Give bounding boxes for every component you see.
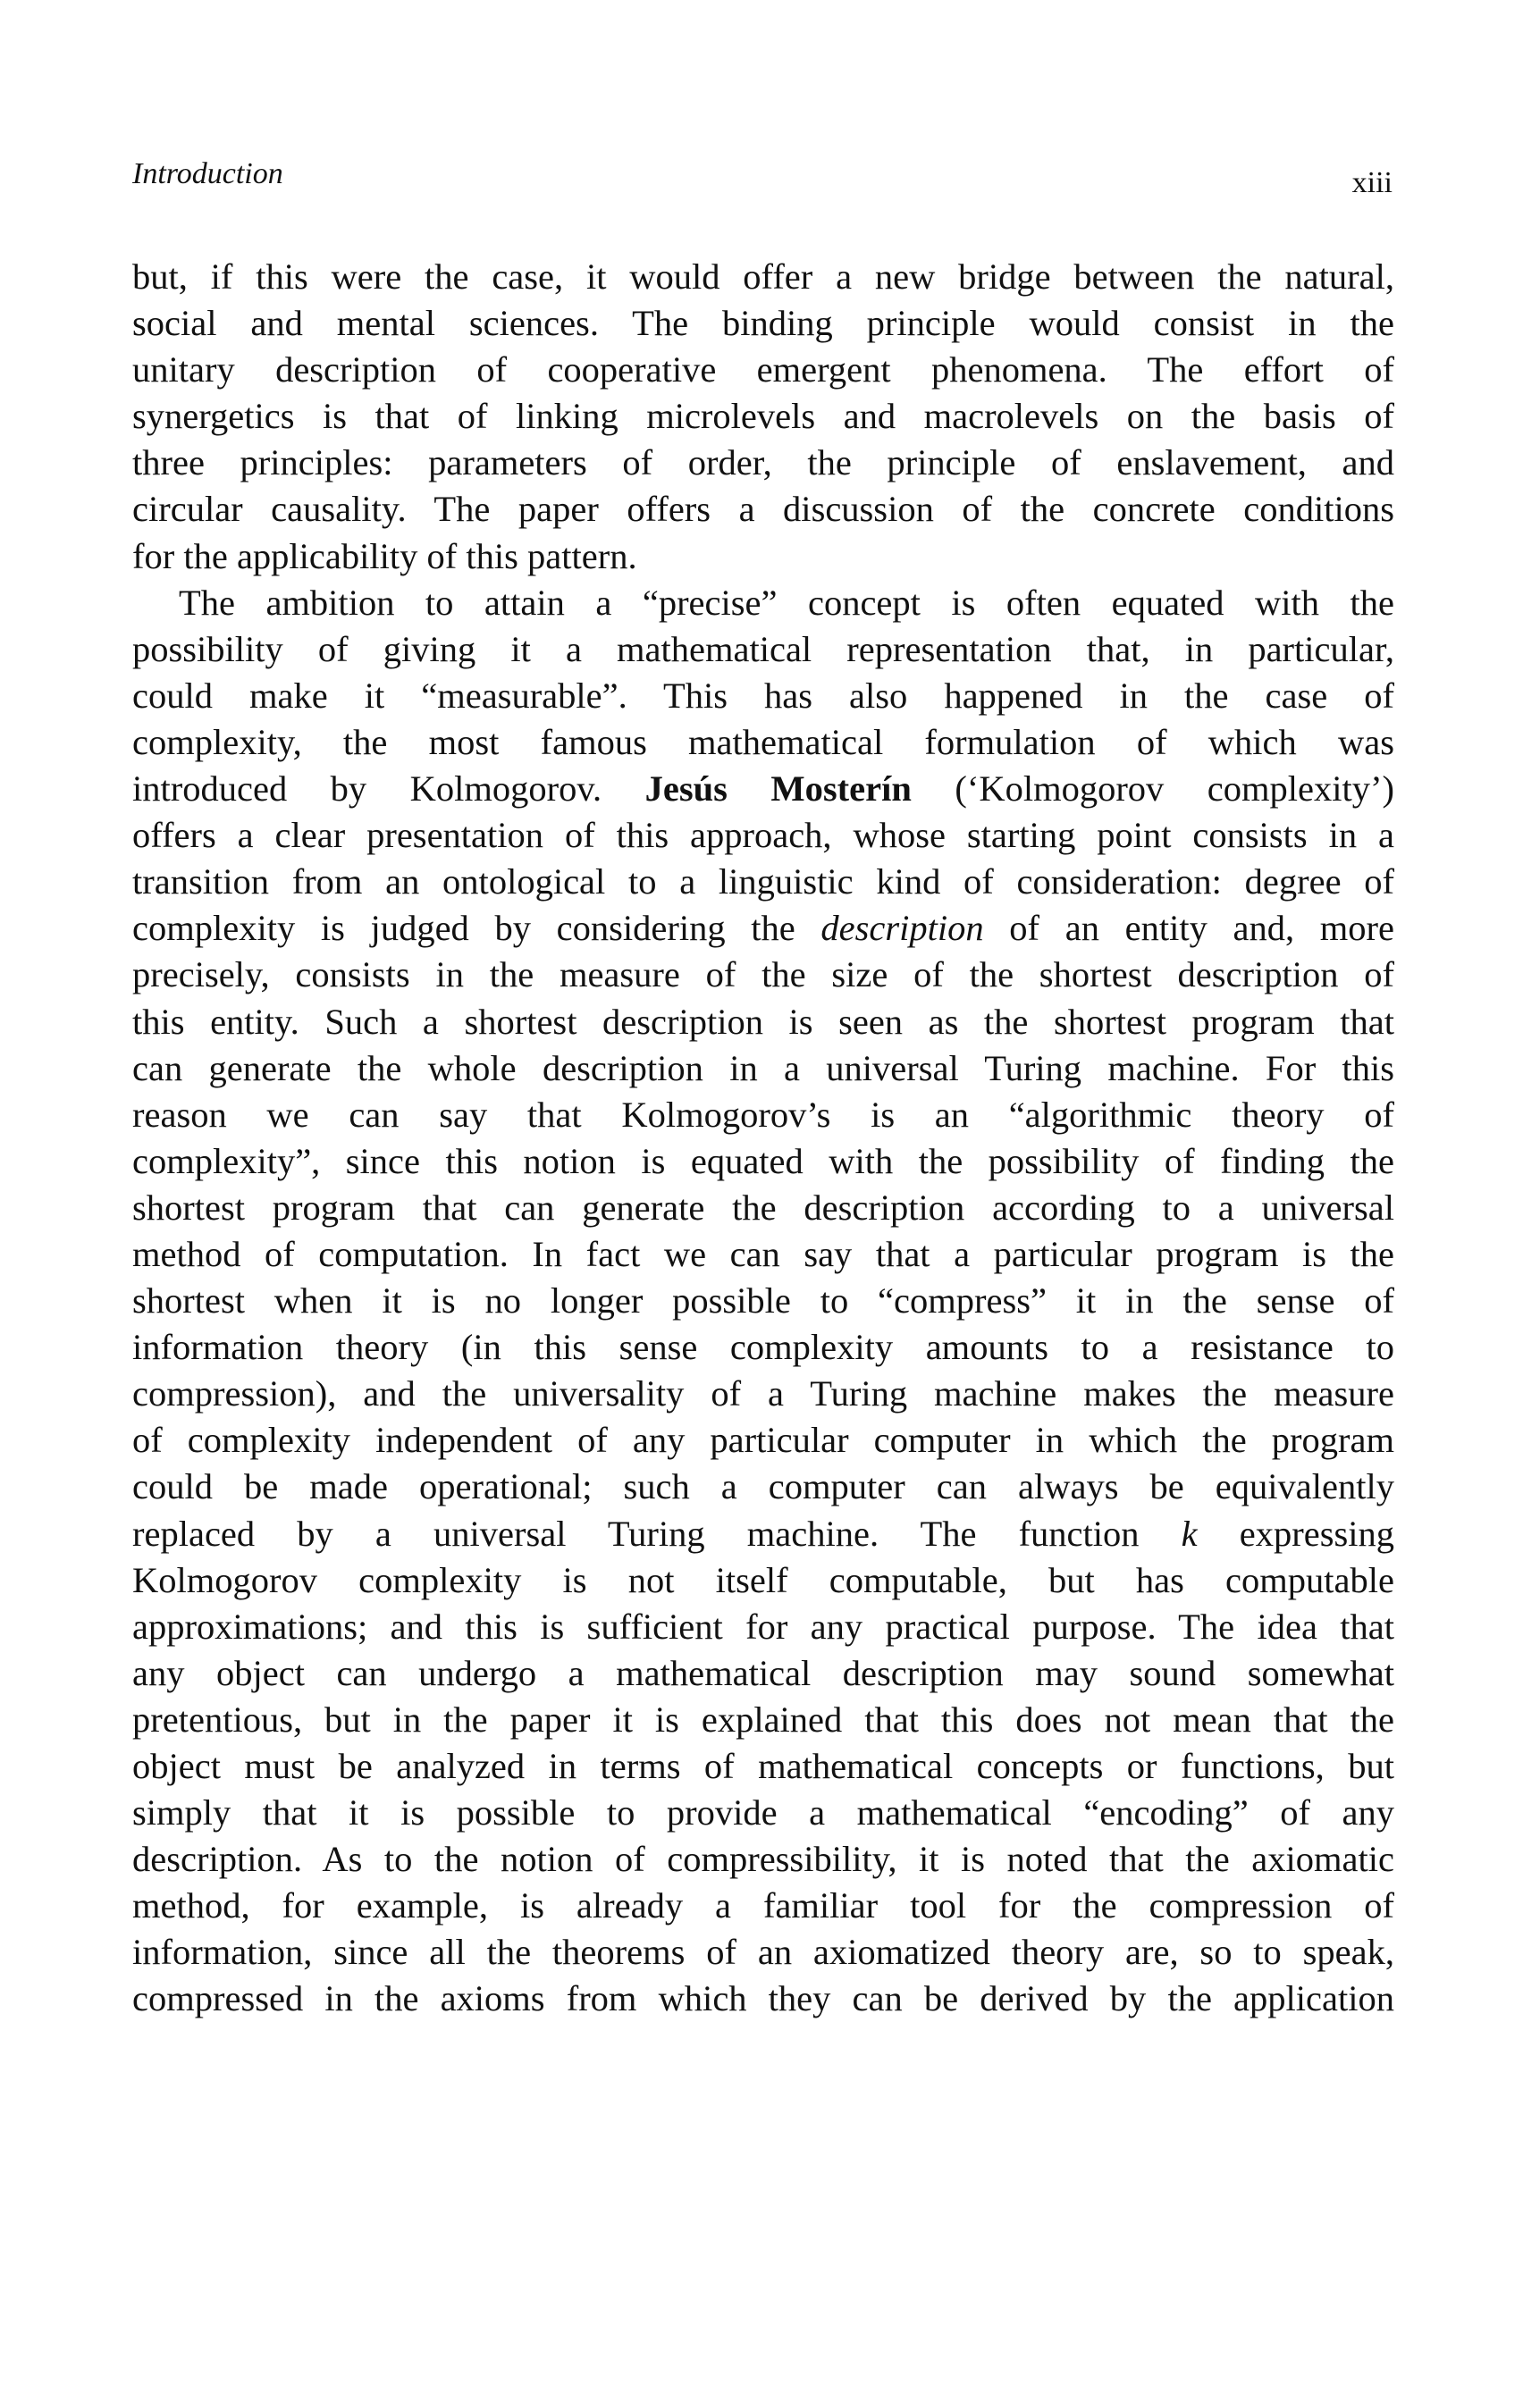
text-segment: object must be analyzed in terms of mathematical concepts or functions, but [132,1746,1394,1786]
text-segment: possibility of giving it a mathematical representation that, in particular, [132,628,1394,669]
text-segment: shortest when it is no longer possible to “compress” it in the sense of [132,1280,1394,1321]
text-line [132,1976,1394,2022]
text-segment: could be made operational; such a computer can always be equivalently [132,1466,1394,1507]
text-line [132,812,1394,859]
text-line [132,1743,1394,1790]
text-segment: Kolmogorov complexity is not itself computable, but has computable [132,1559,1394,1600]
text-line [132,393,1394,440]
text-line [132,254,1394,300]
text-line [132,1697,1394,1743]
text-segment: complexity”, since this notion is equated with the possibility of finding the [132,1140,1394,1181]
text-segment: complexity, the most famous mathematical formulation of which was [132,721,1394,762]
text-line [132,1557,1394,1604]
text-segment: transition from an ontological to a linguistic kind of consideration: degree of [132,861,1394,902]
text-segment: shortest program that can generate the description according to a universal [132,1187,1394,1228]
text-segment: complexity is judged by considering the [132,908,821,949]
text-line [132,347,1394,393]
text-segment: compression), and the universality of a Turing machine makes the measure [132,1373,1394,1414]
text-segment: pretentious, but in the paper it is explained that this does not mean that the [132,1699,1394,1740]
text-segment: information theory (in this sense complexity amounts to a resistance to [132,1327,1394,1368]
text-segment: unitary description of cooperative emergent phenomena. The effort of [132,349,1394,390]
text-segment: could make it “measurable”. This has also happened in the case of [132,675,1394,716]
text-segment: of complexity independent of any particular computer in which the program [132,1420,1394,1461]
text-line [132,673,1394,719]
text-segment: of an entity and, more [983,908,1394,949]
text-line [132,1836,1394,1883]
text-line [132,1883,1394,1929]
text-segment: (‘Kolmogorov complexity’) [911,768,1394,810]
body-text [132,254,1394,2023]
text-segment: social and mental sciences. The binding principle would consist in the [132,303,1394,344]
text-segment: reason we can say that Kolmogorov’s is an “algorithmic theory of [132,1094,1394,1135]
text-line [132,1929,1394,1976]
text-line [132,300,1394,347]
text-line [132,999,1394,1045]
text-segment: synergetics is that of linking microlevels and macrolevels on the basis of [132,396,1394,437]
text-line [132,1511,1394,1557]
text-line [132,1185,1394,1231]
text-line [132,486,1394,533]
text-line [132,766,1394,812]
text-line [132,626,1394,673]
text-segment: method, for example, is already a familiar tool for the compression of [132,1885,1394,1926]
text-segment: expressing [1197,1513,1394,1554]
text-line [132,1045,1394,1092]
text-segment: can generate the whole description in a universal Turing machine. For this [132,1047,1394,1088]
text-segment: precisely, consists in the measure of the size of the shortest description of [132,954,1394,995]
text-segment: approximations; and this is sufficient for any practical purpose. The idea that [132,1606,1394,1647]
author-name: Jesús Mosterín [644,768,912,810]
text-line [132,1417,1394,1464]
text-segment: replaced by a universal Turing machine. The function [132,1513,1182,1554]
text-line [132,719,1394,766]
text-line [132,1604,1394,1650]
text-segment: offers a clear presentation of this approach, whose starting point consists in a [132,815,1394,856]
text-segment: this entity. Such a shortest description is seen as the shortest program that [132,1001,1394,1042]
text-line [132,859,1394,905]
running-title: Introduction [132,157,283,190]
text-segment: simply that it is possible to provide a mathematical “encoding” of any [132,1792,1394,1833]
text-line [132,952,1394,998]
page-number: xiii [1351,166,1393,199]
text-line [132,1138,1394,1185]
text-segment: but, if this were the case, it would offer a new bridge between the natural, [132,256,1394,297]
text-segment: compressed in the axioms from which they can be derived by the application [132,1978,1394,2019]
text-line [132,1790,1394,1836]
emphasis: k [1181,1513,1198,1554]
text-segment: introduced by Kolmogorov. [132,768,645,810]
text-line [132,1371,1394,1417]
emphasis: description [820,908,984,949]
text-segment: for the applicability of this pattern. [132,535,637,576]
text-line [132,1278,1394,1324]
text-segment: description. As to the notion of compressibility, it is noted that the axiomatic [132,1839,1394,1880]
text-line [132,1231,1394,1278]
text-line [132,1650,1394,1697]
text-segment: The ambition to attain a “precise” concept is often equated with the [179,582,1394,623]
text-line [132,905,1394,952]
text-segment: circular causality. The paper offers a discussion of the concrete conditions [132,489,1394,530]
text-line [132,1464,1394,1510]
text-line [132,440,1394,486]
text-segment: method of computation. In fact we can say that a particular program is the [132,1233,1394,1274]
text-segment: information, since all the theorems of an axiomatized theory are, so to speak, [132,1932,1394,1973]
text-line [132,1092,1394,1138]
text-segment: any object can undergo a mathematical description may sound somewhat [132,1652,1394,1693]
text-line [132,1324,1394,1371]
text-line [132,580,1394,626]
text-line [132,533,1394,580]
text-segment: three principles: parameters of order, the principle of enslavement, and [132,442,1394,483]
